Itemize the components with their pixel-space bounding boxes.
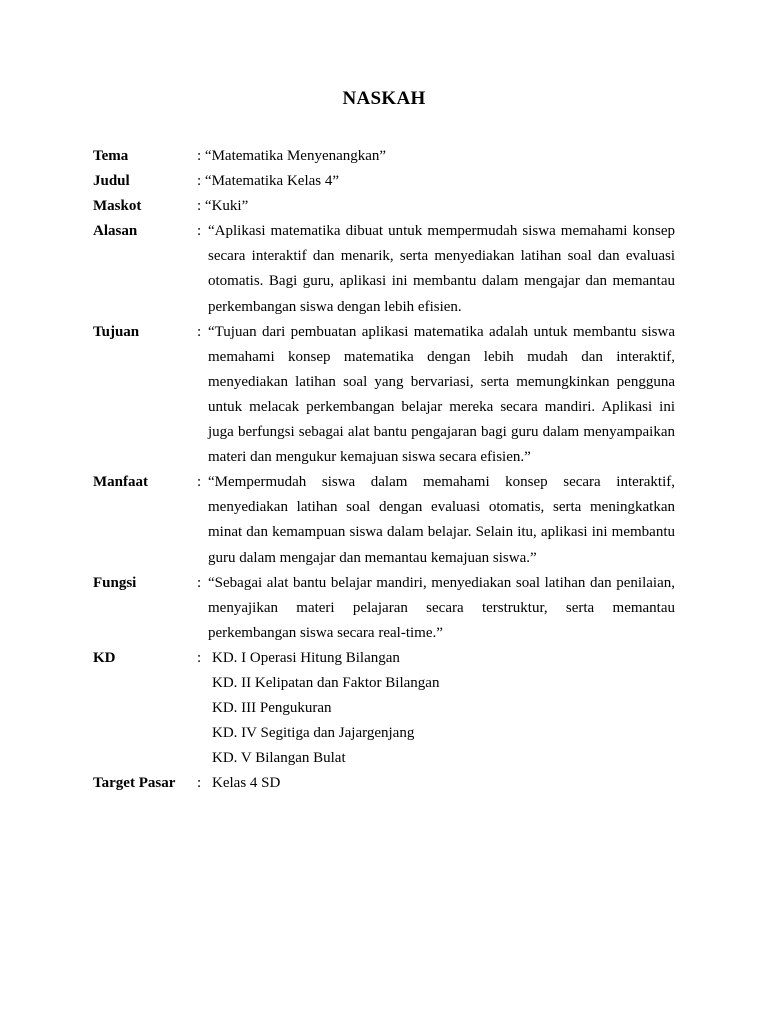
manfaat-text: “Mempermudah siswa dalam memahami konsep secara interaktif, menyediakan latihan soal dengan evaluasi otomatis, serta meningkatkan minat dan kemampuan siswa dalam belajar. Selain itu, aplikasi ini membantu guru dalam mengajar dan memantau kemajuan siswa.” xyxy=(208,474,675,566)
separator: : xyxy=(197,148,202,164)
kd-list xyxy=(208,646,675,771)
field-label-tujuan: Tujuan xyxy=(93,323,140,340)
field-label-kd: KD xyxy=(93,649,116,666)
field-row-judul xyxy=(93,169,675,194)
separator: : xyxy=(197,574,202,591)
field-row-tujuan xyxy=(93,320,675,471)
separator: : xyxy=(197,223,202,240)
tujuan-text: “Tujuan dari pembuatan aplikasi matematika adalah untuk membantu siswa memahami konsep matematika dengan lebih mudah dan interaktif, menyediakan latihan soal yang bervariasi, serta memungkinkan pengguna untuk melacak perkembangan belajar mereka secara mandiri. Aplikasi ini juga berfungsi sebagai alat bantu pengajaran bagi guru dalam menyampaikan materi dan mengukur kemajuan siswa secara efisien.” xyxy=(208,323,675,466)
kd-item: KD. V Bilangan Bulat xyxy=(212,750,346,767)
field-value-fungsi xyxy=(208,571,675,646)
field-row-manfaat xyxy=(93,470,675,570)
field-row-target-pasar xyxy=(93,771,675,796)
tema-text: “Matematika Menyenangkan” xyxy=(204,148,387,164)
field-value-alasan xyxy=(208,219,675,319)
field-value-judul xyxy=(197,169,675,194)
alasan-text: “Aplikasi matematika dibuat untuk mempermudah siswa memahami konsep secara interaktif dan menarik, serta menyediakan latihan soal dan evaluasi otomatis. Bagi guru, aplikasi ini membantu dalam mengajar dan memantau perkembangan siswa dengan lebih efisien. xyxy=(208,223,675,315)
field-value-target-pasar: Kelas 4 SD xyxy=(212,775,281,792)
field-row-kd xyxy=(93,646,675,771)
kd-item: KD. II Kelipatan dan Faktor Bilangan xyxy=(212,674,440,691)
field-row-tema xyxy=(93,144,675,169)
kd-item: KD. III Pengukuran xyxy=(212,700,332,717)
separator: : xyxy=(197,198,202,215)
field-label-target-pasar: Target Pasar xyxy=(93,775,176,792)
field-label-manfaat: Manfaat xyxy=(93,474,148,491)
field-label-alasan: Alasan xyxy=(93,223,138,240)
field-row-maskot xyxy=(93,194,675,219)
separator: : xyxy=(197,474,202,491)
field-label-fungsi: Fungsi xyxy=(93,574,137,591)
maskot-text: “Kuki” xyxy=(204,198,249,215)
separator: : xyxy=(197,649,202,666)
field-value-maskot xyxy=(197,194,675,219)
fungsi-text: “Sebagai alat bantu belajar mandiri, menyediakan soal latihan dan penilaian, menyajikan materi pelajaran secara terstruktur, serta memantau perkembangan siswa secara real-time.” xyxy=(208,574,675,641)
field-label-maskot: Maskot xyxy=(93,198,142,215)
field-value-tema xyxy=(197,144,675,169)
field-label-tema: Tema xyxy=(93,148,129,164)
field-label-judul: Judul xyxy=(93,173,130,190)
judul-text: “Matematika Kelas 4” xyxy=(204,173,340,190)
field-value-manfaat xyxy=(208,470,675,570)
separator: : xyxy=(197,323,202,340)
separator: : xyxy=(197,775,202,792)
field-list xyxy=(93,144,675,796)
field-row-alasan xyxy=(93,219,675,319)
kd-item: KD. I Operasi Hitung Bilangan xyxy=(212,649,400,666)
kd-item: KD. IV Segitiga dan Jajargenjang xyxy=(212,725,415,742)
field-value-tujuan xyxy=(208,320,675,471)
separator: : xyxy=(197,173,202,190)
document-title: NASKAH xyxy=(342,88,426,109)
field-row-fungsi xyxy=(93,571,675,646)
